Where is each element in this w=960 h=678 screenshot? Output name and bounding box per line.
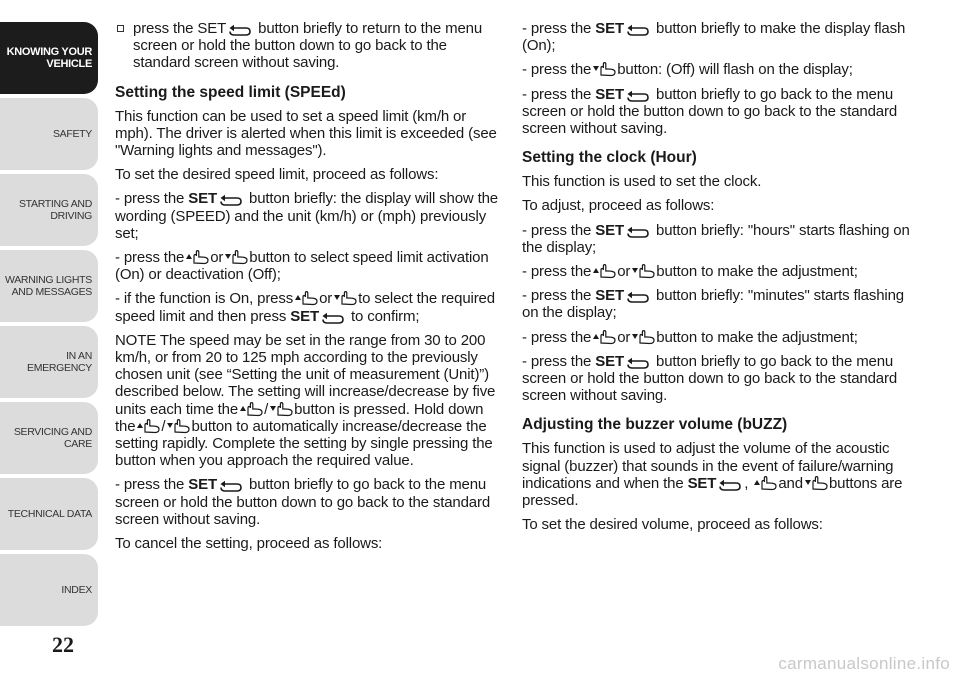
up-button-icon — [185, 249, 209, 265]
down-button-icon — [804, 475, 828, 491]
tab-label-line2: AND MESSAGES — [11, 286, 92, 298]
paragraph — [522, 353, 922, 405]
text: button: (Off) will flash on the display; — [617, 61, 853, 79]
tab-label-line1: STARTING AND — [18, 198, 92, 210]
set-label: SET — [595, 352, 624, 370]
paragraph: This function is used to set the clock. — [522, 173, 762, 191]
text: - press the — [522, 352, 592, 370]
set-return-arrow-icon — [625, 357, 651, 369]
text: buttons are pressed. — [522, 474, 903, 510]
down-button-icon — [166, 418, 190, 434]
down-button-icon — [631, 329, 655, 345]
heading-buzzer-volume: Adjusting the buzzer volume (bUZZ) — [522, 416, 788, 434]
paragraph — [522, 440, 922, 509]
tab-technical-data[interactable] — [0, 478, 98, 550]
text: / — [161, 417, 166, 435]
tab-label-line2: VEHICLE — [46, 58, 92, 70]
up-button-icon — [239, 401, 263, 417]
tab-label-line1: KNOWING YOUR — [6, 46, 92, 58]
text: button briefly to go back to the menu screen or hold the button down to go back to the standard screen without saving. — [522, 85, 898, 138]
tab-starting-and-driving[interactable] — [0, 174, 98, 246]
text: button to select speed limit activation (On) or deactivation (Off); — [115, 249, 489, 284]
down-button-icon — [333, 290, 357, 306]
down-button-icon — [224, 249, 248, 265]
tab-label-line1: INDEX — [61, 584, 92, 596]
paragraph — [522, 20, 922, 54]
set-label: SET — [188, 190, 217, 208]
tab-label-line1: SAFETY — [52, 128, 92, 140]
paragraph — [115, 476, 500, 528]
set-label: SET — [687, 474, 717, 492]
set-return-arrow-icon — [218, 480, 244, 492]
up-button-icon — [592, 329, 616, 345]
up-button-icon — [136, 418, 160, 434]
paragraph: This function can be used to set a speed limit (km/h or mph). The driver is alerted when this limit is exceeded (see "Warning lights and messages"). — [115, 107, 497, 160]
text: button briefly to make the display flash (On); — [522, 20, 906, 55]
text: press the SET — [133, 20, 227, 37]
heading-speed-limit: Setting the speed limit (SPEEd) — [115, 83, 346, 101]
right-column — [522, 20, 922, 540]
text: button briefly: "minutes" starts flashing on the display; — [522, 287, 904, 322]
text: - if the function is On, press — [115, 290, 294, 308]
text: - press the — [522, 328, 592, 346]
text: - press the — [522, 85, 592, 103]
text: - press the — [522, 221, 592, 239]
text: or — [319, 290, 333, 308]
page-number: 22 — [52, 632, 74, 657]
set-label: SET — [595, 20, 624, 37]
text: button to make the adjustment; — [656, 263, 858, 281]
paragraph — [115, 290, 500, 324]
note-paragraph — [115, 332, 500, 470]
text: - press the — [522, 20, 592, 37]
paragraph — [522, 329, 922, 346]
text: / — [264, 400, 269, 418]
up-button-icon — [753, 475, 777, 491]
text: - press the — [522, 263, 592, 281]
text: button briefly: "hours" starts flashing on the display; — [522, 221, 910, 256]
text: This function is used to adjust the volume of the acoustic signal (buzzer) that sounds in the event of failure/warning indications and when the — [522, 440, 894, 492]
text: button is pressed. Hold down the — [115, 400, 484, 435]
down-button-icon — [631, 263, 655, 279]
tab-servicing-and-care[interactable] — [0, 402, 98, 474]
text: button briefly: the display will show the wording (SPEED) and the unit (km/h) or (mph) previously set; — [115, 190, 498, 242]
tab-label-line2: DRIVING — [50, 210, 92, 222]
text: , — [744, 474, 749, 492]
text: - press the — [522, 61, 592, 79]
text: and — [778, 474, 803, 492]
text: - press the — [115, 190, 185, 208]
up-button-icon — [294, 290, 318, 306]
text: button briefly to return to the menu screen or hold the button down to go back to the standard screen without saving. — [133, 20, 483, 72]
bullet-item — [115, 20, 500, 72]
paragraph — [522, 287, 922, 321]
tab-label-line1: IN AN EMERGENCY — [27, 350, 92, 374]
set-label: SET — [595, 221, 624, 239]
paragraph — [522, 86, 922, 138]
set-return-arrow-icon — [625, 291, 651, 303]
set-return-arrow-icon — [717, 479, 743, 491]
down-button-icon — [592, 61, 616, 77]
heading-clock: Setting the clock (Hour) — [522, 149, 697, 167]
text: or — [617, 263, 631, 281]
paragraph — [115, 190, 500, 242]
tab-in-an-emergency[interactable] — [0, 326, 98, 398]
text: button to automatically increase/decrease the setting rapidly. Complete the setting by single pressing the button when you approach the required value. — [115, 417, 493, 470]
tab-label-line1: TECHNICAL DATA — [7, 508, 92, 520]
text: - press the — [115, 249, 185, 267]
text: or — [210, 249, 224, 267]
text: or — [617, 328, 631, 346]
paragraph: To adjust, proceed as follows: — [522, 197, 715, 215]
text: button to make the adjustment; — [656, 328, 858, 346]
paragraph — [115, 249, 500, 283]
tab-label-line1: WARNING LIGHTS — [5, 274, 92, 286]
text: - press the — [115, 476, 185, 494]
set-label: SET — [595, 85, 624, 103]
paragraph — [522, 263, 922, 280]
set-return-arrow-icon — [320, 312, 346, 324]
left-column — [115, 20, 500, 559]
set-return-arrow-icon — [227, 24, 253, 36]
text: to select the required speed limit and then press — [115, 290, 495, 325]
watermark: carmanualsonline.info — [778, 654, 950, 673]
text: button briefly to go back to the menu screen or hold the button down to go back to the standard screen without saving. — [115, 476, 491, 528]
paragraph: To cancel the setting, proceed as follows: — [115, 535, 383, 553]
set-return-arrow-icon — [625, 226, 651, 238]
paragraph: To set the desired speed limit, proceed as follows: — [115, 166, 439, 184]
set-return-arrow-icon — [625, 90, 651, 102]
set-return-arrow-icon — [218, 194, 244, 206]
tab-label-line1: SERVICING AND — [13, 426, 92, 438]
paragraph — [522, 61, 922, 78]
set-label: SET — [290, 307, 319, 325]
text: to confirm; — [351, 307, 420, 325]
tab-index[interactable] — [0, 554, 98, 626]
up-button-icon — [592, 263, 616, 279]
paragraph: To set the desired volume, proceed as follows: — [522, 516, 823, 534]
tab-knowing-your-vehicle[interactable] — [0, 22, 98, 94]
paragraph — [522, 222, 922, 256]
tab-warning-lights[interactable] — [0, 250, 98, 322]
set-label: SET — [188, 476, 217, 494]
set-return-arrow-icon — [625, 24, 651, 36]
text: button briefly to go back to the menu screen or hold the button down to go back to the standard screen without saving. — [522, 352, 898, 405]
set-label: SET — [595, 287, 624, 305]
text: NOTE The speed may be set in the range from 30 to 200 km/h, or from 20 to 125 mph according to the previously chosen unit (see “Setting the unit of measurement (Unit)”) described below. The setting will increase/decrease by five units each time the — [115, 331, 496, 418]
tab-safety[interactable] — [0, 98, 98, 170]
text: - press the — [522, 287, 592, 305]
tab-label-line2: CARE — [64, 438, 92, 450]
down-button-icon — [269, 401, 293, 417]
